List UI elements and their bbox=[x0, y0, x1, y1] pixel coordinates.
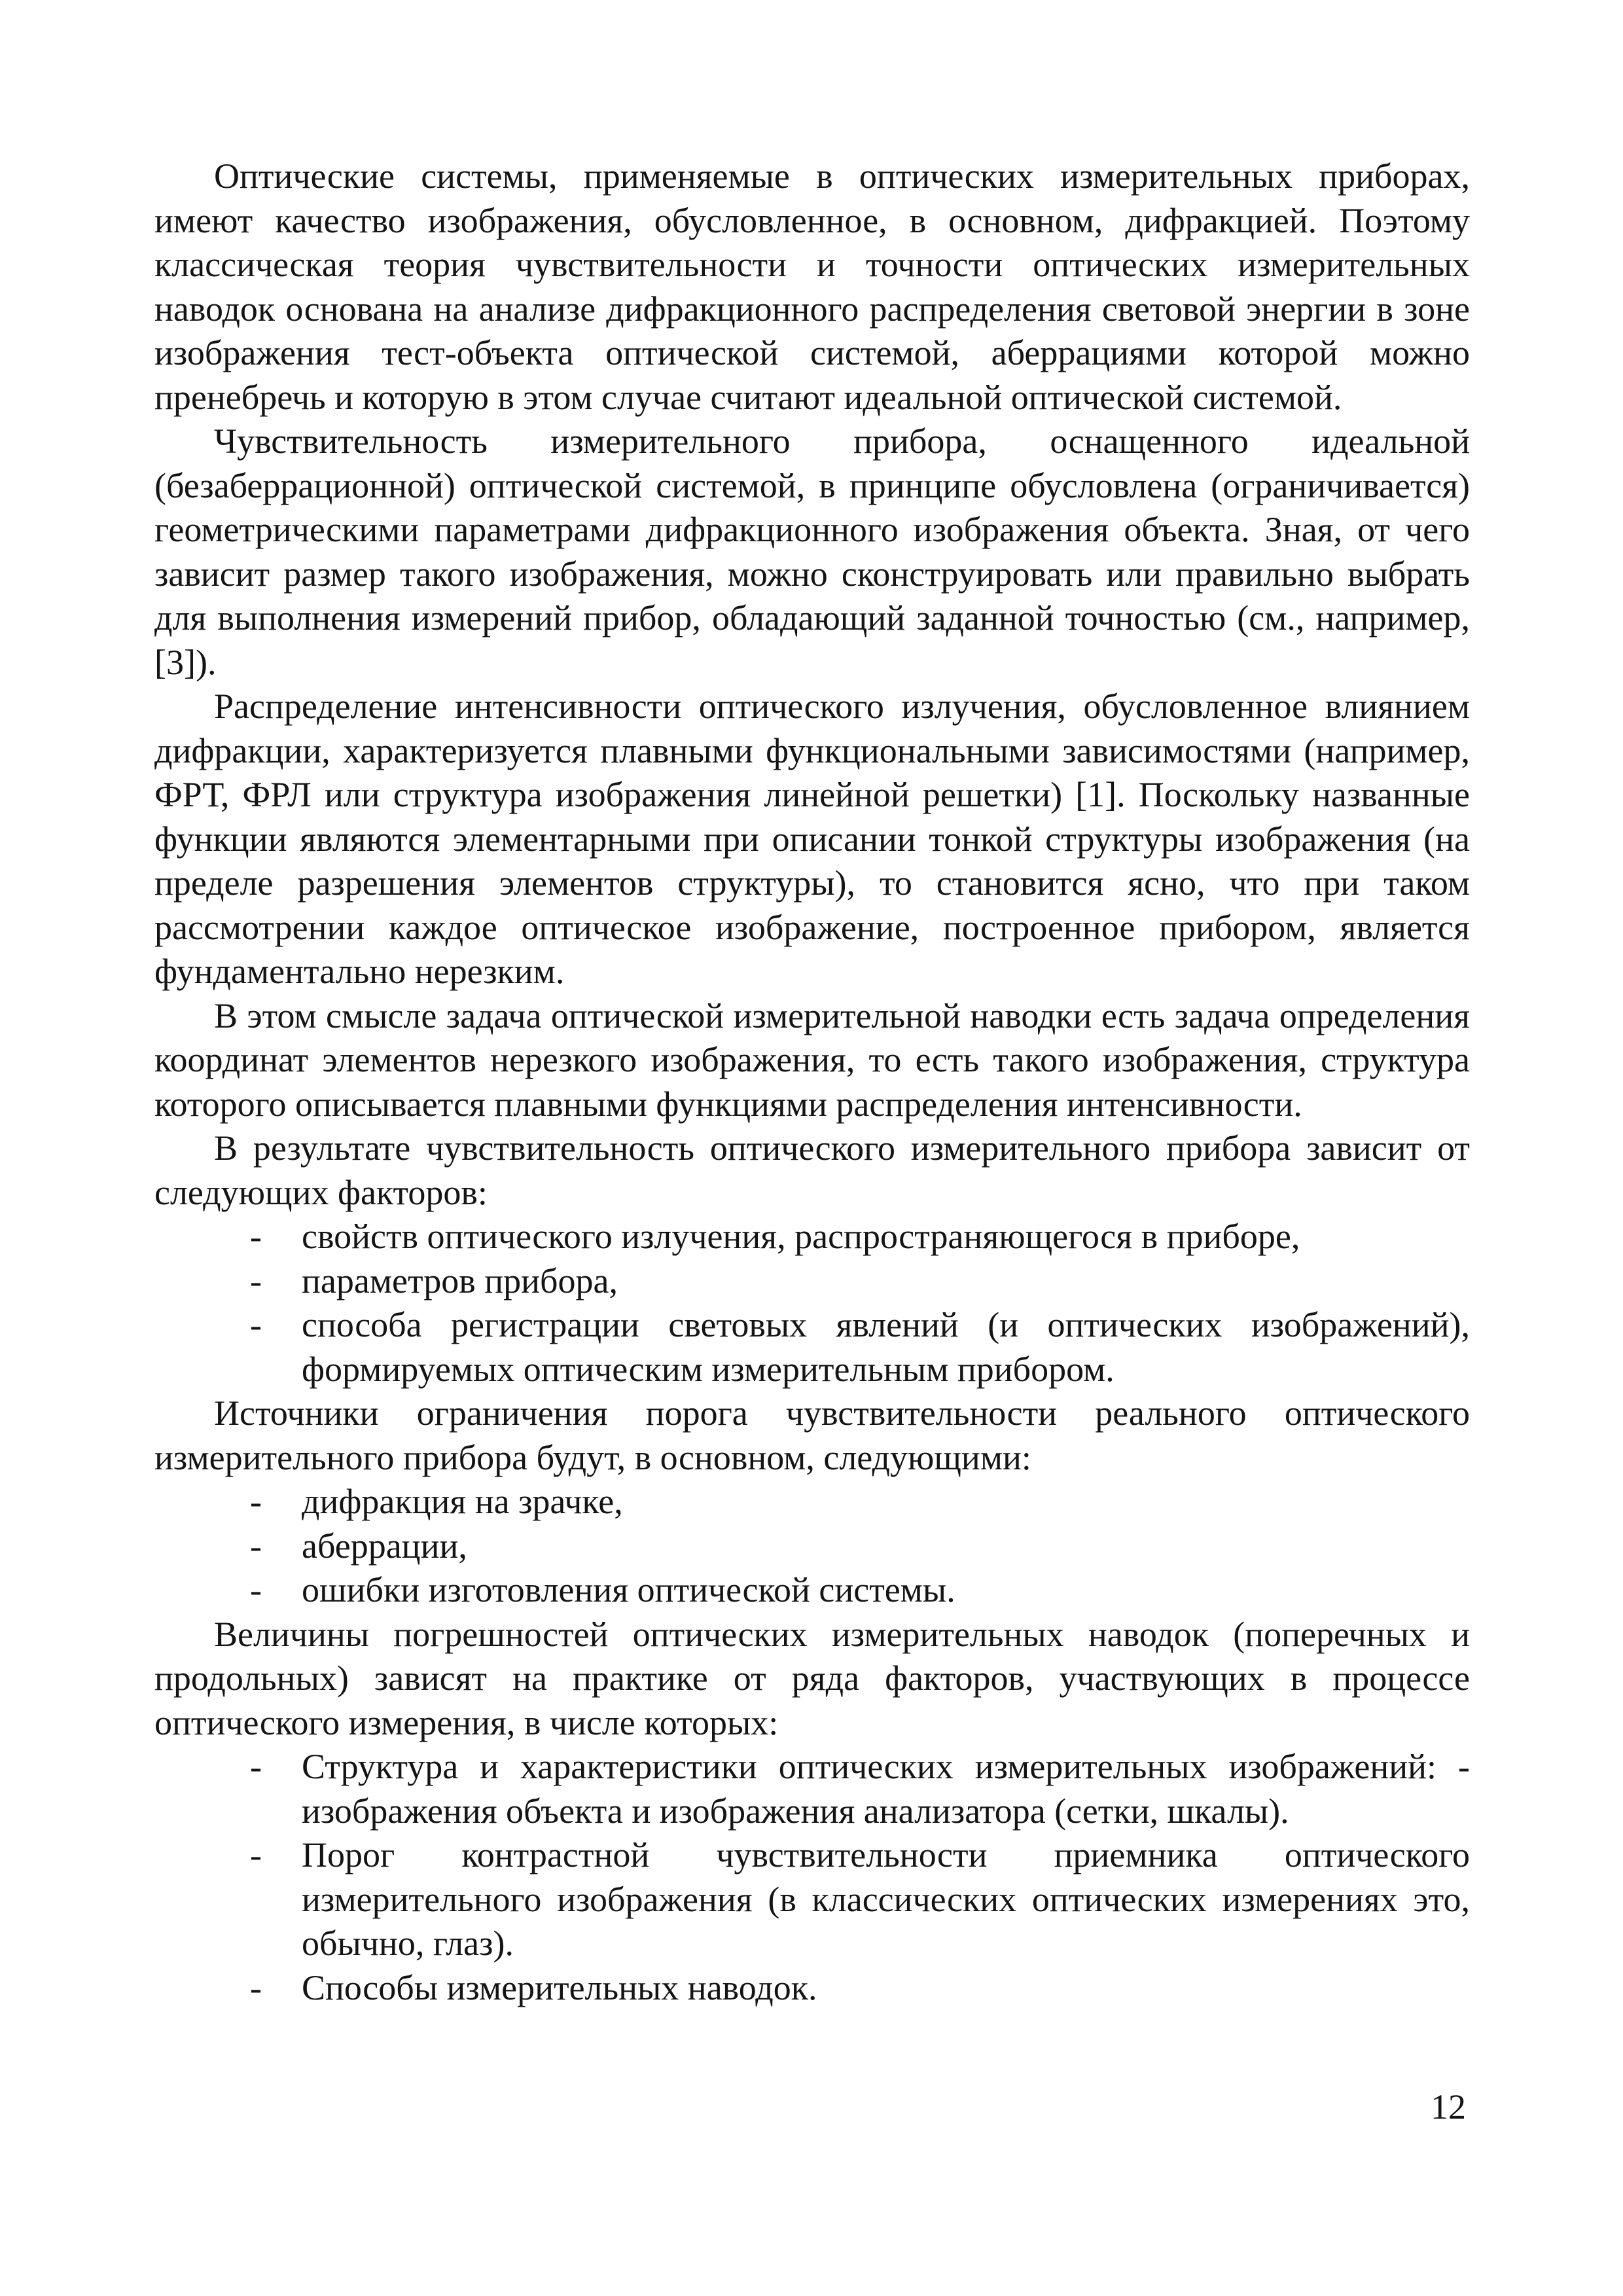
list-item bbox=[154, 1303, 1470, 1391]
paragraph-sensitivity: Чувствительность измерительного прибора, оснащенного идеальной (безаберрационной) оптической системой, в принципе обусловлена (ограничивается) геометрическими параметрами дифракционного изображения объекта. Зная, от чего зависит размер такого изображения, можно сконструировать или правильно выбрать для выполнения измерений прибор, обладающий заданной точностью (см., например, [3]). bbox=[154, 422, 1470, 682]
page-body bbox=[154, 154, 1470, 2010]
list-item bbox=[154, 1259, 1470, 1304]
list-item bbox=[154, 1215, 1470, 1259]
dash-marker: - bbox=[250, 1967, 262, 2007]
paragraph-error-magnitudes: Величины погрешностей оптических измерительных наводок (поперечных и продольных) зависят на практике от ряда факторов, участвующих в процессе оптического измерения, в числе которых: bbox=[154, 1614, 1470, 1742]
list-item bbox=[154, 1833, 1470, 1966]
list-item bbox=[154, 1745, 1470, 1833]
dash-marker: - bbox=[250, 1747, 262, 1786]
limits-list bbox=[154, 1480, 1470, 1613]
dash-marker: - bbox=[250, 1217, 262, 1256]
list-item-text: способа регистрации световых явлений (и оптических изображений), формируемых оптическим измерительным прибором. bbox=[302, 1305, 1470, 1389]
dash-marker: - bbox=[250, 1835, 262, 1874]
dash-marker: - bbox=[250, 1261, 262, 1300]
list-item-text: Порог контрастной чувствительности приемника оптического измерительного изображения (в классических оптических измерениях это, обычно, глаз). bbox=[302, 1835, 1470, 1963]
list-item-text: ошибки изготовления оптической системы. bbox=[302, 1570, 955, 1609]
list-item-text: Структура и характеристики оптических измерительных изображений: - изображения объекта и изображения анализатора (сетки, шкалы). bbox=[302, 1747, 1470, 1831]
list-item-text: Способы измерительных наводок. bbox=[302, 1967, 817, 2007]
paragraph-sensitivity-factors: В результате чувствительность оптического измерительного прибора зависит от следующих факторов: bbox=[154, 1128, 1470, 1212]
paragraph-intensity-distribution: Распределение интенсивности оптического излучения, обусловленное влиянием дифракции, характеризуется плавными функциональными зависимостями (например, ФРТ, ФРЛ или структура изображения линейной решетки) [1]. Поскольку названные функции являются элементарными при описании тонкой структуры изображения (на пределе разрешения элементов структуры), то становится ясно, что при таком рассмотрении каждое оптическое изображение, построенное прибором, является фундаментально нерезким. bbox=[154, 687, 1470, 991]
list-item-text: аберрации, bbox=[302, 1526, 467, 1566]
paragraph-optical-systems: Оптические системы, применяемые в оптических измерительных приборах, имеют качество изображения, обусловленное, в основном, дифракцией. Поэтому классическая теория чувствительности и точности оптических измерительных наводок основана на анализе дифракционного распределения световой энергии в зоне изображения тест-объекта оптической системой, аберрациями которой можно пренебречь и которую в этом случае считают идеальной оптической системой. bbox=[154, 156, 1470, 417]
dash-marker: - bbox=[250, 1305, 262, 1344]
dash-marker: - bbox=[250, 1482, 262, 1521]
dash-marker: - bbox=[250, 1526, 262, 1566]
dash-marker: - bbox=[250, 1570, 262, 1609]
list-item-text: дифракция на зрачке, bbox=[302, 1482, 623, 1521]
list-item bbox=[154, 1480, 1470, 1524]
list-item-text: свойств оптического излучения, распространяющегося в приборе, bbox=[302, 1217, 1300, 1256]
paragraph-measuring-task: В этом смысле задача оптической измерительной наводки есть задача определения координат элементов нерезкого изображения, то есть такого изображения, структура которого описывается плавными функциями распределения интенсивности. bbox=[154, 996, 1470, 1124]
list-item bbox=[154, 1568, 1470, 1613]
page-number: 12 bbox=[1431, 2087, 1466, 2126]
list-item bbox=[154, 1966, 1470, 2011]
factors-list bbox=[154, 1215, 1470, 1391]
paragraph-threshold-sources: Источники ограничения порога чувствительности реального оптического измерительного прибора будут, в основном, следующими: bbox=[154, 1393, 1470, 1477]
list-item bbox=[154, 1524, 1470, 1569]
list-item-text: параметров прибора, bbox=[302, 1261, 618, 1300]
error-factors-list bbox=[154, 1745, 1470, 2010]
